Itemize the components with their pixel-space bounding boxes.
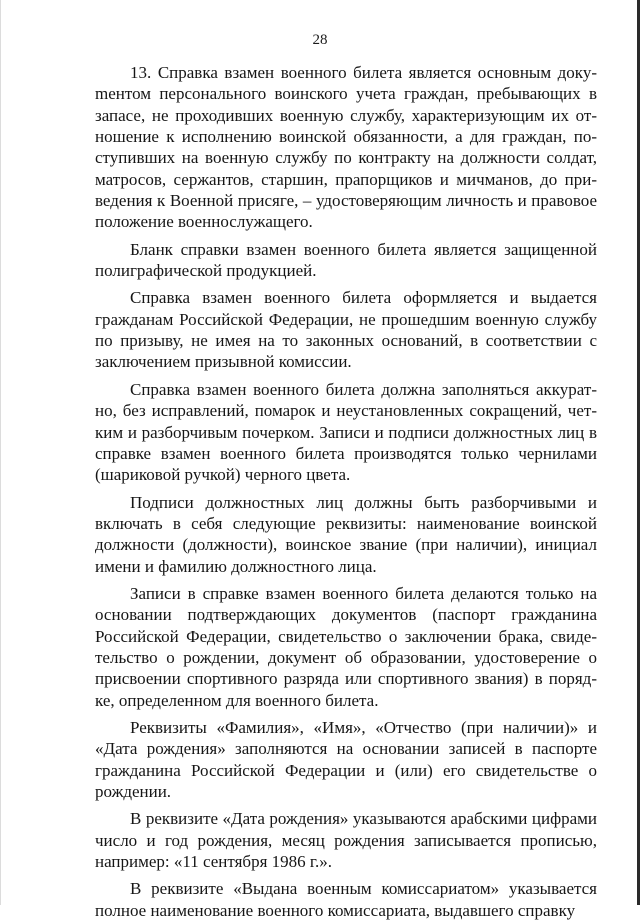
document-body bbox=[95, 62, 597, 921]
page-edge-left bbox=[0, 0, 1, 905]
paragraph: Записи в справке взамен военного билета делаются только на основании подтверждающих документов (паспорт гражданина Российской Федерации, свидетельство о заключении брака, свидетельство о рождении, документ об образовании, удостоверение о присвоении спортивного разряда или спортивного звания) в порядке, определенном для военного билета. bbox=[95, 583, 597, 710]
paragraph: В реквизите «Дата рождения» указываются арабскими цифрами число и год рождения, месяц рождения записывается прописью, например: «11 сентября 1986 г.». bbox=[95, 809, 597, 872]
paragraph: Бланк справки взамен военного билета является защищенной полиграфической продукцией. bbox=[95, 239, 597, 281]
paragraph: Реквизиты «Фамилия», «Имя», «Отчество (при наличии)» и «Дата рождения» заполняются на основании записей в паспорте гражданина Российской Федерации и (или) его свидетельстве о рождении. bbox=[95, 717, 597, 801]
paragraph: 13. Справка взамен военного билета является основным докуmентом персонального воинского учета граждан, пребывающих в запасе, не проходивших военную службу, характеризующим их отношение к исполнению воинской обязанности, а для граждан, поступивших на военную службу по контракту на должности солдат, матросов, сержантов, старшин, прапорщиков и мичманов, до приведения к Военной присяге, – удостоверяющим личность и правовое положение военнослужащего. bbox=[95, 63, 597, 232]
paragraph: В реквизите «Выдана военным комиссариатом» указывается полное наименование военного комиссариата, выдавшего справку bbox=[95, 879, 597, 920]
paragraph: Справка взамен военного билета должна заполняться аккуратно, без исправлений, помарок и неустановленных сокращений, четким и разборчивым почерком. Записи и подписи должностных лиц в справке взамен военного билета производятся только чернилами (шариковой ручкой) черного цвета. bbox=[95, 379, 597, 485]
page-number: 28 bbox=[312, 32, 328, 48]
paragraph: Справка взамен военного билета оформляется и выдается гражданам Российской Федерации, не прошедшим военную службу по призыву, не имея на то законных оснований, в соответствии с заключением призывной комиссии. bbox=[95, 288, 597, 372]
paragraph: Подписи должностных лиц должны быть разборчивыми и включать в себя следующие реквизиты: наименование воинской должности (должности), воинское звание (при наличии), инициал имени и фамилию должностного лица. bbox=[95, 492, 597, 576]
